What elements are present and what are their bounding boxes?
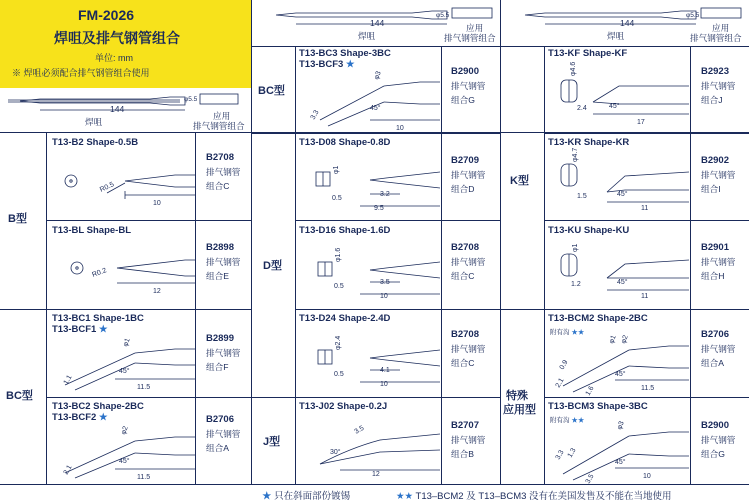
cell-bc2-shape2: T13-BCF2 ★: [52, 412, 108, 423]
footer-star-2: ★★: [396, 491, 414, 502]
cell-d08-drawing: [300, 150, 440, 214]
cell-ku-drawing: [549, 238, 689, 302]
cell-bcm3-dim-2: 1.3: [566, 447, 578, 459]
cell-kr-combo: 组合I: [701, 184, 721, 194]
cell-bc3-dim-3: 10: [396, 125, 404, 132]
cell-ku-dim-0: φ1: [572, 243, 579, 252]
cell-bcm3-dim-5: 3.5: [584, 473, 596, 485]
cell-ku-dim-3: 11: [641, 293, 649, 300]
category-j: J型: [263, 436, 281, 448]
cell-b2-shape: T13-B2 Shape-0.5B: [52, 137, 139, 148]
overview-pipe-label-2b: 排气钢管组合: [444, 33, 496, 43]
cell-j02-combo: 组合B: [451, 449, 474, 459]
cell-bcm3-dim-0: φ3: [616, 420, 626, 431]
cell-d16-dim-2: 3.5: [380, 279, 390, 286]
cell-bcm3-dim-4: 10: [643, 473, 651, 480]
cell-d16-dim-0: φ1.6: [335, 247, 342, 262]
cell-bcm3-drawing: [549, 422, 689, 484]
cell-bc3-shape: T13-BC3 Shape-3BC: [299, 48, 391, 59]
cell-kf-drawing: [549, 60, 689, 128]
cell-d24-dim-3: 10: [380, 381, 388, 388]
cell-ku-dim-1: 1.2: [571, 281, 581, 288]
cell-bc1-shape2: T13-BCF1 ★: [52, 324, 108, 335]
cell-bc1-dim-0: φ1: [122, 337, 132, 348]
cell-bc2-code: B2706: [206, 414, 234, 425]
cell-kf-dim-1: 2.4: [577, 105, 587, 112]
cell-d16-drawing: [300, 238, 440, 302]
cell-d08-dim-1: 0.5: [332, 195, 342, 202]
cell-kr-dim-2: 45°: [617, 191, 628, 198]
overview-tip-label-2: 焊咀: [358, 31, 376, 41]
cell-d24-pipe: 排气钢管: [451, 344, 486, 354]
category-bc-top: BC型: [258, 85, 285, 97]
cell-d16-combo: 组合C: [451, 271, 475, 281]
category-k: K型: [510, 175, 529, 187]
cell-kf-pipe: 排气钢管: [701, 81, 736, 91]
cell-bcm2-code: B2706: [701, 329, 729, 340]
cell-b2-dim-0: R0.5: [98, 181, 116, 194]
cell-bc3-dim-1: 3.3: [309, 109, 321, 121]
cell-bc1-dim-3: 11.5: [137, 384, 151, 391]
cell-bl-dim-1: 12: [153, 288, 161, 295]
cell-bc3-combo: 组合G: [451, 95, 475, 105]
overview-tip-label-1: 焊咀: [85, 117, 103, 127]
cell-d08-shape: T13-D08 Shape-0.8D: [299, 137, 391, 148]
cell-j02-dim-1: 30°: [330, 449, 341, 456]
cell-bcm2-shape: T13-BCM2 Shape-2BC: [548, 313, 648, 324]
cell-kf-shape: T13-KF Shape-KF: [548, 48, 628, 59]
cell-bc3-dim-2: 45°: [370, 105, 381, 112]
cell-kr-dim-3: 11: [641, 205, 649, 212]
cell-bc2-dim-0: φ2: [120, 425, 130, 436]
footer-note-1: ★ 只在斜面部份镀锡: [262, 491, 351, 502]
cell-bcm2-dim-5: 11.5: [641, 385, 655, 392]
cell-d08-dim-3: 9.5: [374, 205, 384, 212]
cell-ku-code: B2901: [701, 242, 729, 253]
cell-ku-combo: 组合H: [701, 271, 725, 281]
cell-d16-code: B2708: [451, 242, 479, 253]
unit-label: 单位: mm: [95, 53, 133, 63]
cell-d24-dim-2: 4.1: [380, 367, 390, 374]
cell-bcm2-pipe: 排气钢管: [701, 344, 736, 354]
cell-j02-dim-2: 12: [372, 471, 380, 478]
cell-bcm3-code: B2900: [701, 420, 729, 431]
cell-d08-dim-2: 3.2: [380, 191, 390, 198]
cell-b2-dim-1: 10: [153, 200, 161, 207]
cell-bcm3-pipe: 排气钢管: [701, 435, 736, 445]
cell-bc1-drawing: [55, 335, 195, 395]
cell-bcm3-dim-1: 3.3: [554, 449, 566, 461]
cell-j02-dim-0: 3.5: [353, 424, 366, 436]
cell-bc1-code: B2899: [206, 333, 234, 344]
cell-d16-dim-3: 10: [380, 293, 388, 300]
cell-ku-dim-2: 45°: [617, 279, 628, 286]
cell-d16-pipe: 排气钢管: [451, 257, 486, 267]
cell-kr-dim-0: φ4.7: [572, 147, 579, 162]
cell-bc3-pipe: 排气钢管: [451, 81, 486, 91]
cell-ku-shape: T13-KU Shape-KU: [548, 225, 630, 236]
category-b: B型: [8, 213, 27, 225]
cell-d24-combo: 组合C: [451, 358, 475, 368]
cell-bc2-shape: T13-BC2 Shape-2BC: [52, 401, 144, 412]
cell-kr-drawing: [549, 147, 689, 214]
cell-bcm2-dim-2: 0.9: [558, 359, 570, 371]
cell-kr-shape: T13-KR Shape-KR: [548, 137, 630, 148]
cell-kf-dim-2: 45°: [609, 103, 620, 110]
cell-bcm2-dim-1: φ2: [620, 334, 630, 345]
category-d: D型: [263, 260, 282, 272]
overview-tip-label-3: 焊咀: [607, 31, 625, 41]
cell-bl-drawing: [55, 243, 195, 303]
header-note: ※ 焊咀必须配合排气钢管组合使用: [12, 68, 150, 78]
category-special-2: 应用型: [503, 404, 536, 416]
cell-j02-drawing: [300, 414, 440, 478]
cell-j02-code: B2707: [451, 420, 479, 431]
cell-d24-dim-0: φ2.4: [335, 335, 342, 350]
cell-bcm3-combo: 组合G: [701, 449, 725, 459]
cell-bl-code: B2898: [206, 242, 234, 253]
cell-b2-drawing: [55, 155, 195, 215]
cell-kf-dim-0: φ4.6: [570, 61, 577, 76]
cell-bc1-pipe: 排气钢管: [206, 348, 241, 358]
cell-bc2-dim-1: 2.1: [62, 464, 74, 476]
cell-j02-pipe: 排气钢管: [451, 435, 486, 445]
cell-d24-drawing: [300, 326, 440, 390]
cell-bcm3-note: 附有沟 ★★: [550, 417, 585, 424]
cell-bl-shape: T13-BL Shape-BL: [52, 225, 132, 236]
cell-d16-dim-1: 0.5: [334, 283, 344, 290]
cell-bcm2-drawing: [549, 334, 689, 396]
overview-pipe-label-2a: 应用: [466, 23, 484, 33]
cell-bc1-dim-2: 45°: [119, 368, 130, 375]
cell-bc3-code: B2900: [451, 66, 479, 77]
cell-bc3-drawing: [300, 70, 440, 132]
cell-bc1-shape: T13-BC1 Shape-1BC: [52, 313, 144, 324]
cell-d08-dim-0: φ1: [333, 165, 340, 174]
overview-pipe-label-1b: 排气钢管组合: [193, 121, 245, 131]
cell-b2-code: B2708: [206, 152, 234, 163]
overview-length-2: 144: [370, 18, 385, 28]
category-special-1: 特殊: [506, 390, 528, 402]
cell-bc1-combo: 组合F: [206, 362, 229, 372]
cell-bcm2-dim-6: 1.6: [584, 385, 596, 397]
cell-d08-combo: 组合D: [451, 184, 475, 194]
overview-length-1: 144: [110, 104, 125, 114]
cell-bcm3-shape: T13-BCM3 Shape-3BC: [548, 401, 648, 412]
cell-d24-shape: T13-D24 Shape-2.4D: [299, 313, 391, 324]
cell-bcm2-dim-4: 45°: [615, 371, 626, 378]
cell-kr-dim-1: 1.5: [577, 193, 587, 200]
overview-pipe-label-3a: 应用: [712, 23, 730, 33]
cell-bc2-pipe: 排气钢管: [206, 429, 241, 439]
cell-bc3-shape2: T13-BCF3 ★: [299, 59, 355, 70]
page-title: 焊咀及排气钢管组合: [54, 30, 180, 46]
cell-kf-combo: 组合J: [701, 95, 723, 105]
cell-bc2-combo: 组合A: [206, 443, 229, 453]
cell-bl-dim-0: R0.2: [91, 267, 108, 279]
cell-bc1-dim-1: 1.1: [62, 374, 74, 386]
overview-pipe-label-3b: 排气钢管组合: [690, 33, 742, 43]
footer-star-1: ★: [262, 491, 272, 502]
cell-b2-pipe: 排气钢管: [206, 167, 241, 177]
cell-bl-combo: 组合E: [206, 271, 229, 281]
category-bc: BC型: [6, 390, 33, 402]
cell-d24-dim-1: 0.5: [334, 371, 344, 378]
cell-bcm2-note: 附有沟 ★★: [550, 329, 585, 336]
cell-bcm2-dim-3: 2.1: [554, 377, 566, 389]
cell-b2-combo: 组合C: [206, 181, 230, 191]
cell-d16-shape: T13-D16 Shape-1.6D: [299, 225, 391, 236]
cell-bcm3-dim-3: 45°: [615, 459, 626, 466]
cell-bc2-drawing: [55, 423, 195, 483]
model-title: FM-2026: [78, 7, 135, 23]
cell-bcm2-dim-0: φ1: [608, 334, 618, 345]
cell-d08-pipe: 排气钢管: [451, 170, 486, 180]
overview-length-3: 144: [620, 18, 635, 28]
cell-kf-dim-3: 17: [637, 119, 645, 126]
cell-ku-pipe: 排气钢管: [701, 257, 736, 267]
cell-bl-pipe: 排气钢管: [206, 257, 241, 267]
cell-kr-code: B2902: [701, 155, 729, 166]
header-panel: [0, 0, 251, 88]
cell-d08-code: B2709: [451, 155, 479, 166]
cell-d24-code: B2708: [451, 329, 479, 340]
footer-note-2: ★★ T13–BCM2 及 T13–BCM3 没有在美国发售及不能在当地使用: [396, 491, 672, 502]
overview-dia-3: φ5.5: [686, 12, 700, 19]
cell-kr-pipe: 排气钢管: [701, 170, 736, 180]
cell-bc3-dim-0: φ3: [373, 70, 383, 81]
cell-kf-code: B2923: [701, 66, 729, 77]
cell-bcm2-combo: 组合A: [701, 358, 724, 368]
cell-bc2-dim-3: 11.5: [137, 474, 151, 481]
overview-pipe-label-1a: 应用: [213, 111, 231, 121]
cell-j02-shape: T13-J02 Shape-0.2J: [299, 401, 388, 412]
overview-dia-2: φ5.5: [436, 12, 450, 19]
cell-bc2-dim-2: 45°: [119, 458, 130, 465]
overview-dia-1: φ5.5: [184, 96, 198, 103]
